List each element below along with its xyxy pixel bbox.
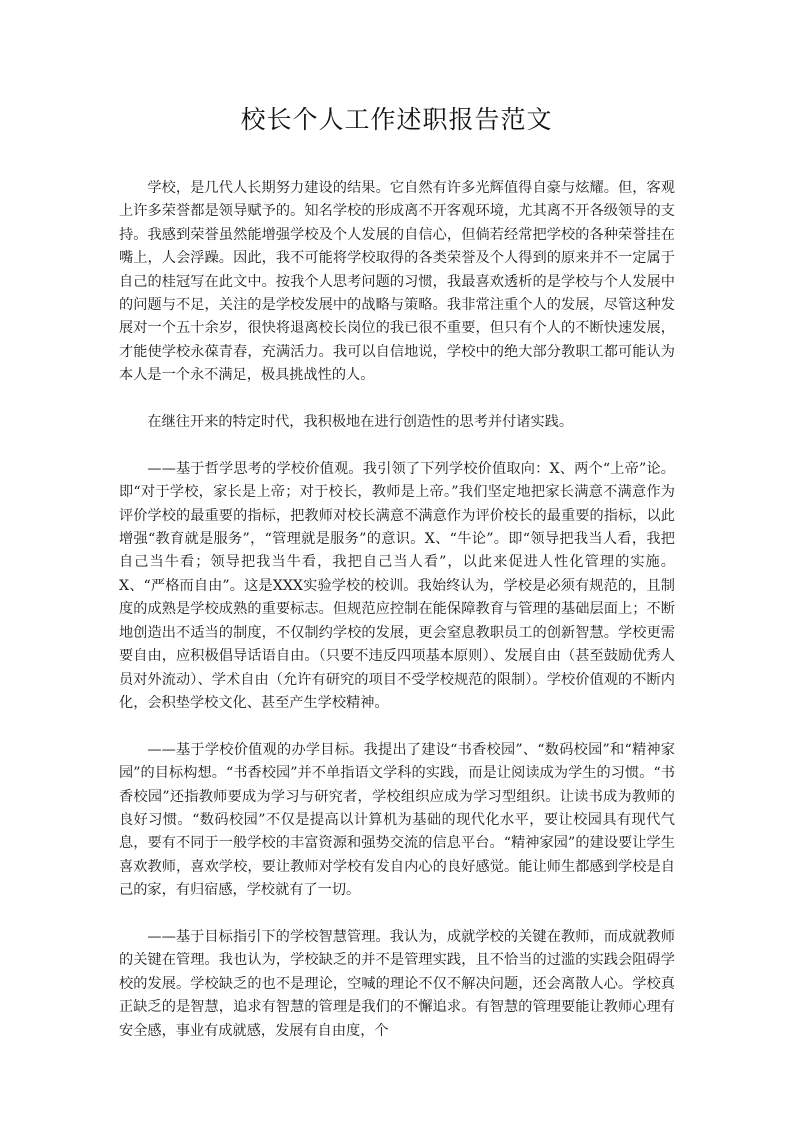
paragraph: ——基于目标指引下的学校智慧管理。我认为，成就学校的关键在教师，而成就教师的关键在管理。我也认为，学校缺乏的并不是管理实践，且不恰当的过滥的实践会阻碍学校的发展。学校缺乏的也不是理论，空喊的理论不仅不解决问题，还会离散人心。学校真正缺乏的是智慧，追求有智慧的管理是我们的不懈追求。有智慧的管理要能让教师心理有安全感，事业有成就感，发展有自由度，个: [119, 928, 675, 1039]
paragraph: 学校，是几代人长期努力建设的结果。它自然有许多光辉值得自豪与炫耀。但，客观上许多荣誉都是领导赋予的。知名学校的形成离不开客观环境，尤其离不开各级领导的支持。我感到荣誉虽然能增强学校及个人发展的自信心，但倘若经常把学校的各种荣誉挂在嘴上，人会浮躁。因此，我不可能将学校取得的各类荣誉及个人得到的原来并不一定属于自己的桂冠写在此文中。按我个人思考问题的习惯，我最喜欢透析的是学校与个人发展中的问题与不足，关注的是学校发展中的战略与策略。我非常注重个人的发展，尽管这种发展对一个五十余岁，很快将退离校长岗位的我已很不重要，但只有个人的不断快速发展，才能使学校永葆青春，充满活力。我可以自信地说，学校中的绝大部分教职工都可能认为本人是一个永不满足，极具挑战性的人。: [119, 180, 675, 384]
paragraph: ——基于哲学思考的学校价值观。我引领了下列学校价值取向：X、两个“上帝”论。即“对于学校，家长是上帝；对于校长，教师是上帝。”我们坚定地把家长满意不满意作为评价学校的最重要的指标，把教师对校长满意不满意作为评价校长的最重要的指标，以此增强“教育就是服务”，“管理就是服务”的意识。X、“牛论”。即“领导把我当人看，我把自己当牛看；领导把我当牛看，我把自己当人看”，以此来促进人性化管理的实施。X、“严格而自由”。这是XXX实验学校的校训。我始终认为，学校是必须有规范的，且制度的成熟是学校成熟的重要标志。但规范应控制在能保障教育与管理的基础层面上；不断地创造出不适当的制度，不仅制约学校的发展，更会窒息教职员工的创新智慧。学校更需要自由，应积极倡导话语自由。（只要不违反四项基本原则）、发展自由（甚至鼓励优秀人员对外流动）、学术自由（允许有研究的项目不受学校规范的限制）。学校价值观的不断内化，会积垫学校文化、甚至产生学校精神。: [119, 460, 675, 711]
paragraph: ——基于学校价值观的办学目标。我提出了建设“书香校园”、“数码校园”和“精神家园”的目标构想。“书香校园”并不单指语文学科的实践，而是让阅读成为学生的习惯。“书香校园”还指教师要成为学习与研究者，学校组织应成为学习型组织。让读书成为教师的良好习惯。“数码校园”不仅是提高以计算机为基础的现代化水平，要让校园具有现代气息，要有不同于一般学校的丰富资源和强势交流的信息平台。“精神家园”的建设要让学生喜欢教师，喜欢学校，要让教师对学校有发自内心的良好感觉。能让师生都感到学校是自己的家，有归宿感，学校就有了一切。: [119, 741, 675, 899]
document-title: 校长个人工作述职报告范文: [240, 105, 553, 134]
document-body: [119, 177, 675, 1066]
paragraph: 在继往开来的特定时代，我积极地在进行创造性的思考并付诸实践。: [147, 414, 574, 431]
